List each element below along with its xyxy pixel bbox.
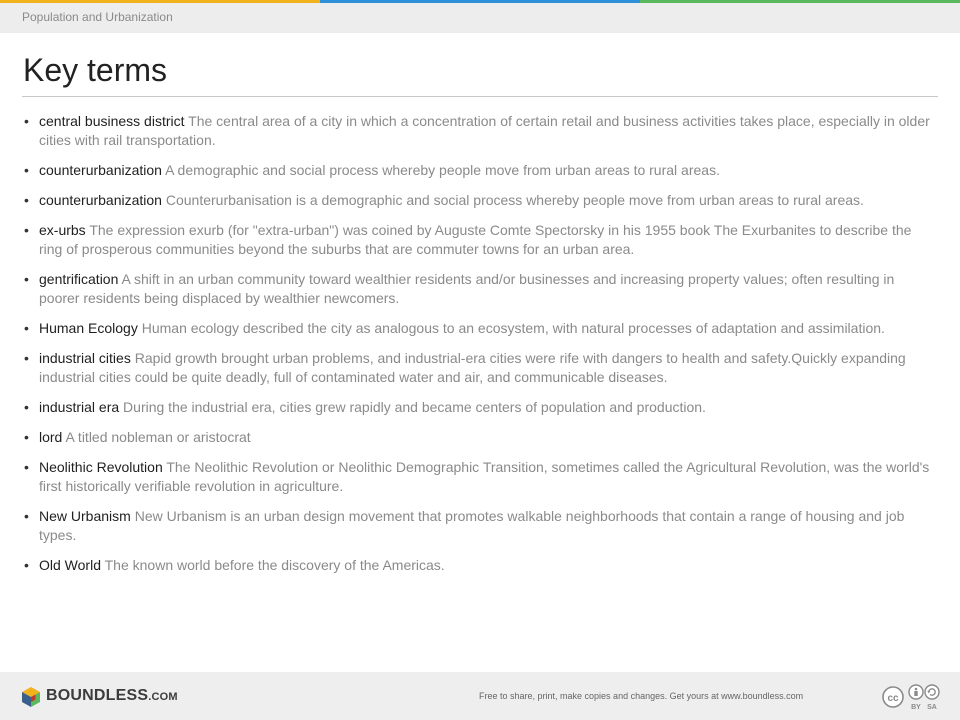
term-name: Neolithic Revolution: [39, 459, 163, 475]
term-definition: Human ecology described the city as analogous to an ecosystem, with natural processes of adaptation and assimilation.: [137, 320, 885, 336]
term-item: [24, 319, 938, 338]
section-title: Population and Urbanization: [22, 10, 173, 24]
bullet: •: [24, 429, 29, 445]
term-item: [24, 507, 938, 545]
term-name: industrial era: [39, 399, 120, 415]
term-definition: A shift in an urban community toward wealthier residents and/or businesses and increasing property values; often resulting in poorer residents being displaced by wealthier newcomers.: [39, 271, 895, 306]
boundless-logo[interactable]: [46, 687, 178, 705]
footer: [0, 672, 960, 720]
term-definition: The central area of a city in which a concentration of certain retail and business activities takes place, especially in older cities with rail transportation.: [39, 113, 930, 148]
footer-license-note: Free to share, print, make copies and changes. Get yours at www.boundless.com: [479, 691, 804, 701]
bullet: •: [24, 271, 29, 287]
title-divider: [22, 96, 938, 97]
term-name: Human Ecology: [39, 320, 138, 336]
term-definition: During the industrial era, cities grew rapidly and became centers of population and production.: [119, 399, 706, 415]
logo-suffix: .COM: [148, 691, 178, 703]
creative-commons-icon: [883, 687, 903, 707]
term-item: [24, 458, 938, 496]
accent-stripe-blue: [320, 0, 640, 3]
creative-commons-license-badge: [882, 684, 940, 710]
term-name: industrial cities: [39, 350, 131, 366]
bullet: •: [24, 399, 29, 415]
term-definition: Counterurbanisation is a demographic and social process whereby people move from urban areas to rural areas.: [161, 192, 864, 208]
bullet: •: [24, 508, 29, 524]
term-name: gentrification: [39, 271, 119, 287]
term-item: [24, 270, 938, 308]
term-item: [24, 221, 938, 259]
header-bar: [0, 0, 960, 33]
license-label-sa: SA: [927, 704, 937, 710]
term-definition: The known world before the discovery of the Americas.: [100, 557, 445, 573]
svg-text:cc: cc: [887, 693, 899, 704]
license-label-by: BY: [911, 704, 921, 710]
term-name: lord: [39, 429, 63, 445]
bullet: •: [24, 557, 29, 573]
bullet: •: [24, 350, 29, 366]
term-item: [24, 191, 938, 210]
attribution-icon: [909, 685, 923, 710]
accent-stripe-green: [640, 0, 960, 3]
bullet: •: [24, 222, 29, 238]
term-item: [24, 112, 938, 150]
term-item: [24, 161, 938, 180]
bullet: •: [24, 459, 29, 475]
term-name: Old World: [39, 557, 101, 573]
term-item: [24, 428, 938, 447]
term-item: [24, 398, 938, 417]
term-definition: Rapid growth brought urban problems, and industrial-era cities were rife with dangers to health and safety.Quickly expanding industrial cities could be quite deadly, full of contaminated water and air, and communicable diseases.: [39, 350, 906, 385]
term-definition: The Neolithic Revolution or Neolithic Demographic Transition, sometimes called the Agricultural Revolution, was the world's first historically verifiable revolution in agriculture.: [39, 459, 930, 494]
term-item: [24, 349, 938, 387]
share-alike-icon: [925, 685, 939, 710]
term-name: central business district: [39, 113, 185, 129]
term-definition: A demographic and social process whereby people move from urban areas to rural areas.: [161, 162, 720, 178]
term-definition: The expression exurb (for "extra-urban") was coined by Auguste Comte Spectorsky in his 1955 book The Exurbanites to describe the ring of prosperous communities beyond the suburbs that are commuter towns for an urban area.: [39, 222, 912, 257]
boundless-cubes-icon: [20, 686, 42, 708]
key-terms-list: [24, 112, 938, 586]
term-name: counterurbanization: [39, 192, 162, 208]
bullet: •: [24, 162, 29, 178]
term-name: ex-urbs: [39, 222, 86, 238]
bullet: •: [24, 192, 29, 208]
accent-stripe-yellow: [0, 0, 320, 3]
term-definition: A titled nobleman or aristocrat: [62, 429, 251, 445]
term-name: New Urbanism: [39, 508, 131, 524]
bullet: •: [24, 320, 29, 336]
term-item: [24, 556, 938, 575]
logo-wordmark: BOUNDLESS: [46, 687, 149, 704]
term-name: counterurbanization: [39, 162, 162, 178]
bullet: •: [24, 113, 29, 129]
term-definition: New Urbanism is an urban design movement that promotes walkable neighborhoods that contain a range of housing and job types.: [39, 508, 905, 543]
page-title: Key terms: [23, 52, 168, 88]
